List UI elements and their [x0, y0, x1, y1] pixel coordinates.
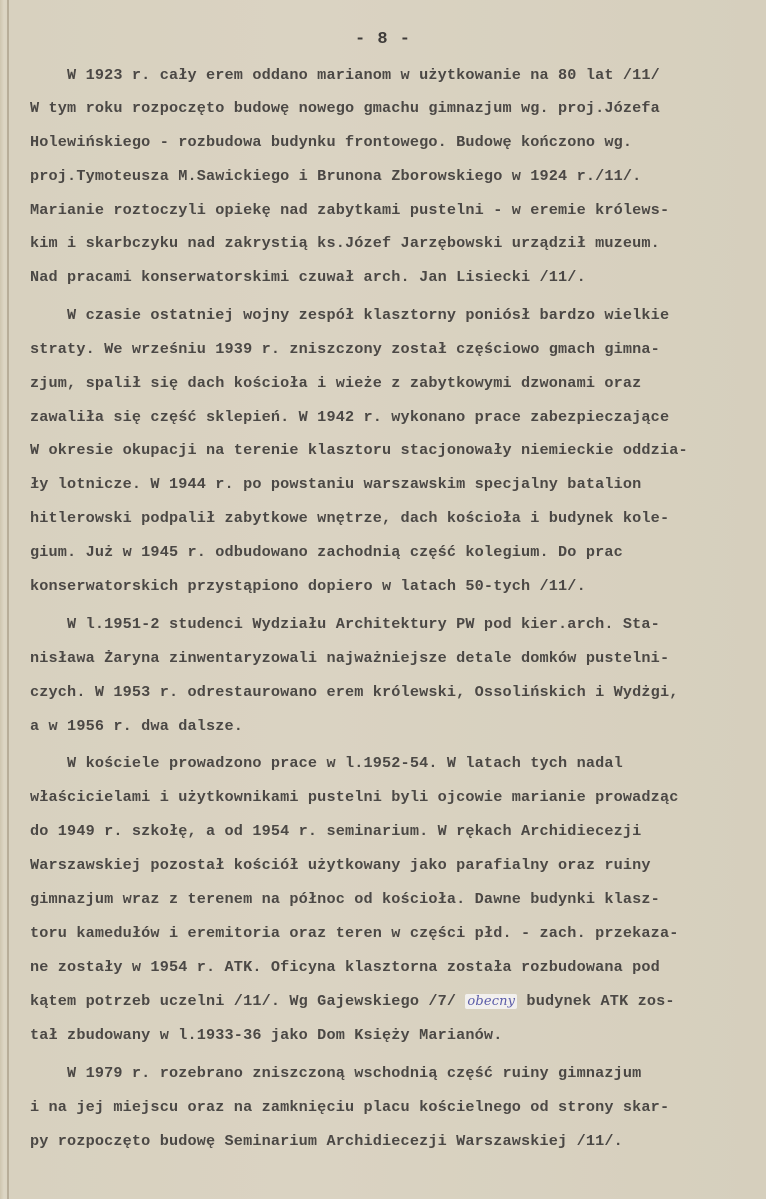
text-line: gium. Już w 1945 r. odbudowano zachodnią część kolegium. Do prac	[30, 543, 623, 561]
text-line: W czasie ostatniej wojny zespół klasztorny poniósł bardzo wielkie	[30, 306, 670, 324]
text-line: tał zbudowany w l.1933-36 jako Dom Księży Marianów.	[30, 1026, 503, 1044]
text-line: Holewińskiego - rozbudowa budynku frontowego. Budowę kończono wg.	[30, 133, 633, 151]
text-line: Nad pracami konserwatorskimi czuwał arch. Jan Lisiecki /11/.	[30, 268, 586, 286]
text-line: W 1979 r. rozebrano zniszczoną wschodnią część ruiny gimnazjum	[30, 1064, 642, 1082]
text-line: a w 1956 r. dwa dalsze.	[30, 717, 244, 735]
text-line: W tym roku rozpoczęto budowę nowego gmachu gimnazjum wg. proj.Józefa	[30, 99, 660, 117]
text-line: czych. W 1953 r. odrestaurowano erem królewski, Ossolińskich i Wydżgi,	[30, 683, 679, 701]
handwritten-annotation: obecny	[467, 994, 516, 1009]
text-segment: budynek ATK zos-	[517, 992, 675, 1010]
text-line: W kościele prowadzono prace w l.1952-54. W latach tych nadal	[30, 754, 623, 772]
text-line: W l.1951-2 studenci Wydziału Architektury PW pod kier.arch. Sta-	[30, 615, 660, 633]
text-line: toru kamedułów i eremitoria oraz teren w części płd. - zach. przekaza-	[30, 924, 679, 942]
page-number: - 8 -	[354, 30, 411, 49]
text-line: właścicielami i użytkownikami pustelni byli ojcowie marianie prowadząc	[30, 788, 679, 806]
text-line: Warszawskiej pozostał kościół użytkowany jako parafialny oraz ruiny	[30, 856, 651, 874]
text-segment: kątem potrzeb uczelni /11/. Wg Gajewskiego /7/	[30, 992, 466, 1010]
text-line: proj.Tymoteusza M.Sawickiego i Brunona Zborowskiego w 1924 r./11/.	[30, 167, 642, 185]
text-line: py rozpoczęto budowę Seminarium Archidiecezji Warszawskiej /11/.	[30, 1132, 623, 1150]
text-line: W okresie okupacji na terenie klasztoru stacjonowały niemieckie oddzia-	[30, 441, 688, 459]
text-line: ne zostały w 1954 r. ATK. Oficyna klasztorna została rozbudowana pod	[30, 958, 660, 976]
text-line: zawaliła się część sklepień. W 1942 r. wykonano prace zabezpieczające	[30, 408, 670, 426]
text-line: do 1949 r. szkołę, a od 1954 r. seminarium. W rękach Archidiecezji	[30, 822, 642, 840]
text-line-with-annotation	[30, 992, 675, 1010]
text-line: W 1923 r. cały erem oddano marianom w użytkowanie na 80 lat /11/	[30, 66, 660, 84]
text-line: kim i skarbczyku nad zakrystią ks.Józef Jarzębowski urządził muzeum.	[30, 234, 660, 252]
text-line: ły lotnicze. W 1944 r. po powstaniu warszawskim specjalny batalion	[30, 475, 642, 493]
text-line: nisława Żaryna zinwentaryzowali najważniejsze detale domków pustelni-	[30, 649, 670, 667]
text-line: Marianie roztoczyli opiekę nad zabytkami pustelni - w eremie królews-	[30, 201, 670, 219]
text-line: konserwatorskich przystąpiono dopiero w latach 50-tych /11/.	[30, 577, 586, 595]
text-line: straty. We wrześniu 1939 r. zniszczony został częściowo gmach gimna-	[30, 340, 660, 358]
text-line: zjum, spalił się dach kościoła i wieże z zabytkowymi dzwonami oraz	[30, 374, 642, 392]
text-line: hitlerowski podpalił zabytkowe wnętrze, dach kościoła i budynek kole-	[30, 509, 670, 527]
text-line: gimnazjum wraz z terenem na północ od kościoła. Dawne budynki klasz-	[30, 890, 660, 908]
text-line: i na jej miejscu oraz na zamknięciu placu kościelnego od strony skar-	[30, 1098, 670, 1116]
